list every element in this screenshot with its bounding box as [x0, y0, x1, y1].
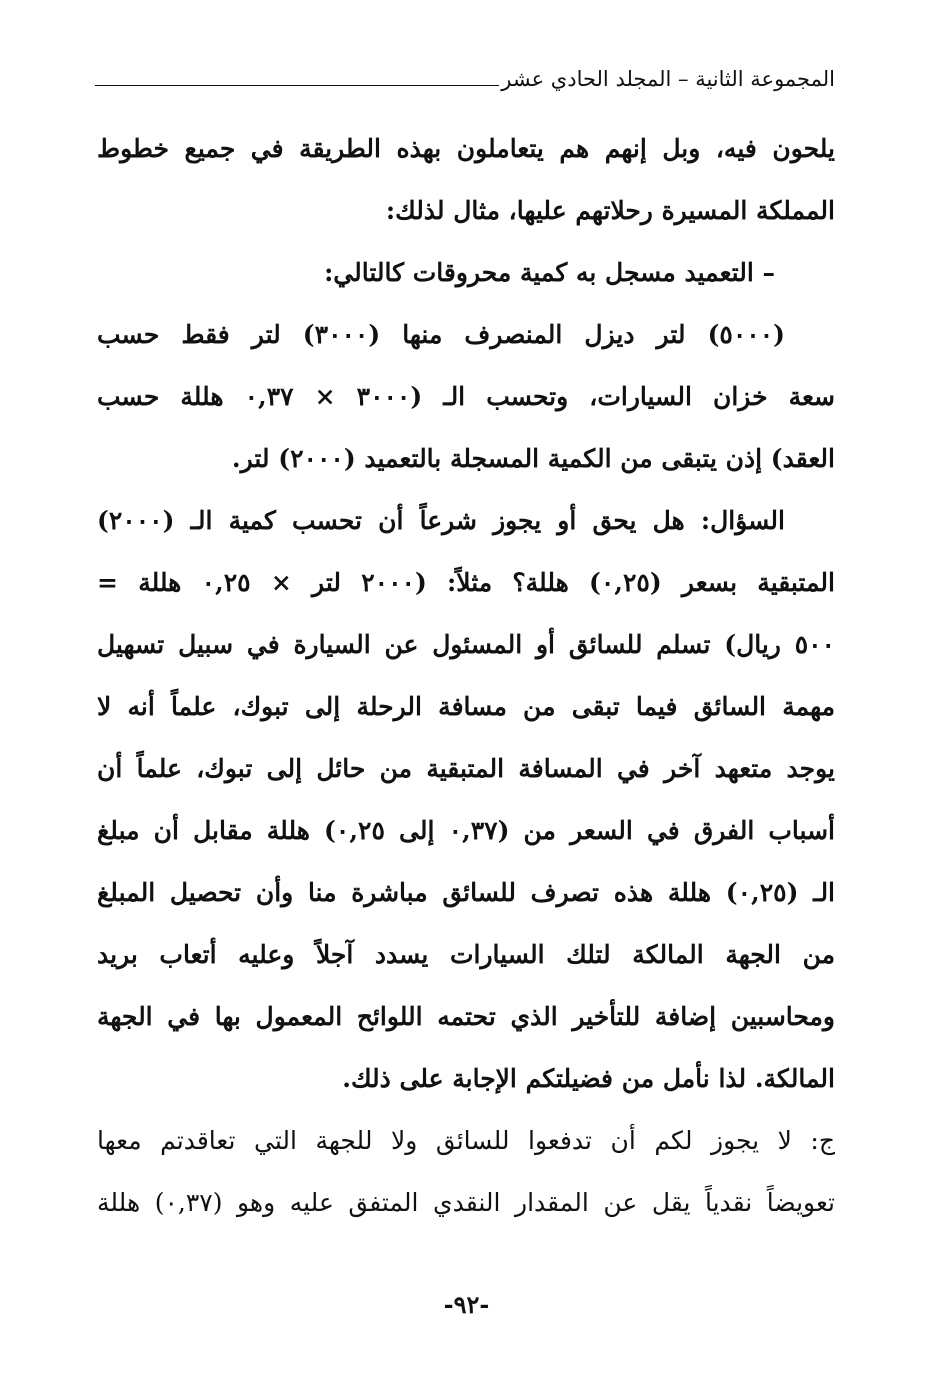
text-line: يوجد متعهد آخر في المسافة المتبقية من حائل إلى تبوك، علماً أن: [97, 754, 835, 783]
text-line: ومحاسبين إضافة للتأخير الذي تحتمه اللوائح المعمول بها في الجهة: [97, 1002, 835, 1031]
header-rule: [95, 85, 499, 86]
text-line: المتبقية بسعر (٠,٢٥) هللة؟ مثلاً: (٢٠٠٠ لتر × ٠,٢٥ هللة =: [97, 568, 835, 597]
text-line: تعويضاً نقدياً يقل عن المقدار النقدي المتفق عليه وهو (٠,٣٧) هللة: [97, 1188, 835, 1217]
text-line: يلحون فيه، وبل إنهم هم يتعاملون بهذه الطريقة في جميع خطوط: [97, 134, 835, 163]
text-line: أسباب الفرق في السعر من (٠,٣٧ إلى ٠,٢٥) هللة مقابل أن مبلغ: [97, 816, 835, 845]
text-line: المملكة المسيرة رحلاتهم عليها، مثال لذلك:: [385, 196, 835, 225]
body-text: [97, 118, 835, 1234]
running-header: [95, 60, 835, 94]
text-line: العقد) إذن يتبقى من الكمية المسجلة بالتعميد (٢٠٠٠) لتر.: [231, 444, 835, 473]
page-number: -٩٢-: [443, 1290, 490, 1319]
text-line: السؤال: هل يحق أو يجوز شرعاً أن تحسب كمية الـ (٢٠٠٠): [97, 506, 785, 535]
text-line: الـ (٠,٢٥) هللة هذه تصرف للسائق مباشرة منا وأن تحصيل المبلغ: [97, 878, 835, 907]
text-line: من الجهة المالكة لتلك السيارات يسدد آجلاً وعليه أتعاب بريد: [97, 940, 835, 969]
text-line: المالكة. لذا نأمل من فضيلتكم الإجابة على ذلك.: [342, 1064, 835, 1093]
text-line: – التعميد مسجل به كمية محروقات كالتالي:: [324, 258, 775, 287]
text-line: ج: لا يجوز لكم أن تدفعوا للسائق ولا للجهة التي تعاقدتم معها: [97, 1126, 835, 1155]
header-title: المجموعة الثانية – المجلد الحادي عشر: [501, 67, 835, 91]
text-line: مهمة السائق فيما تبقى من مسافة الرحلة إلى تبوك، علماً أنه لا: [97, 692, 835, 721]
text-line: سعة خزان السيارات، وتحسب الـ (٣٠٠٠ × ٠,٣٧ هللة حسب: [97, 382, 835, 411]
text-line: (٥٠٠٠) لتر ديزل المنصرف منها (٣٠٠٠) لتر فقط حسب: [97, 320, 785, 349]
text-line: ٥٠٠ ريال) تسلم للسائق أو المسئول عن السيارة في سبيل تسهيل: [97, 630, 835, 659]
